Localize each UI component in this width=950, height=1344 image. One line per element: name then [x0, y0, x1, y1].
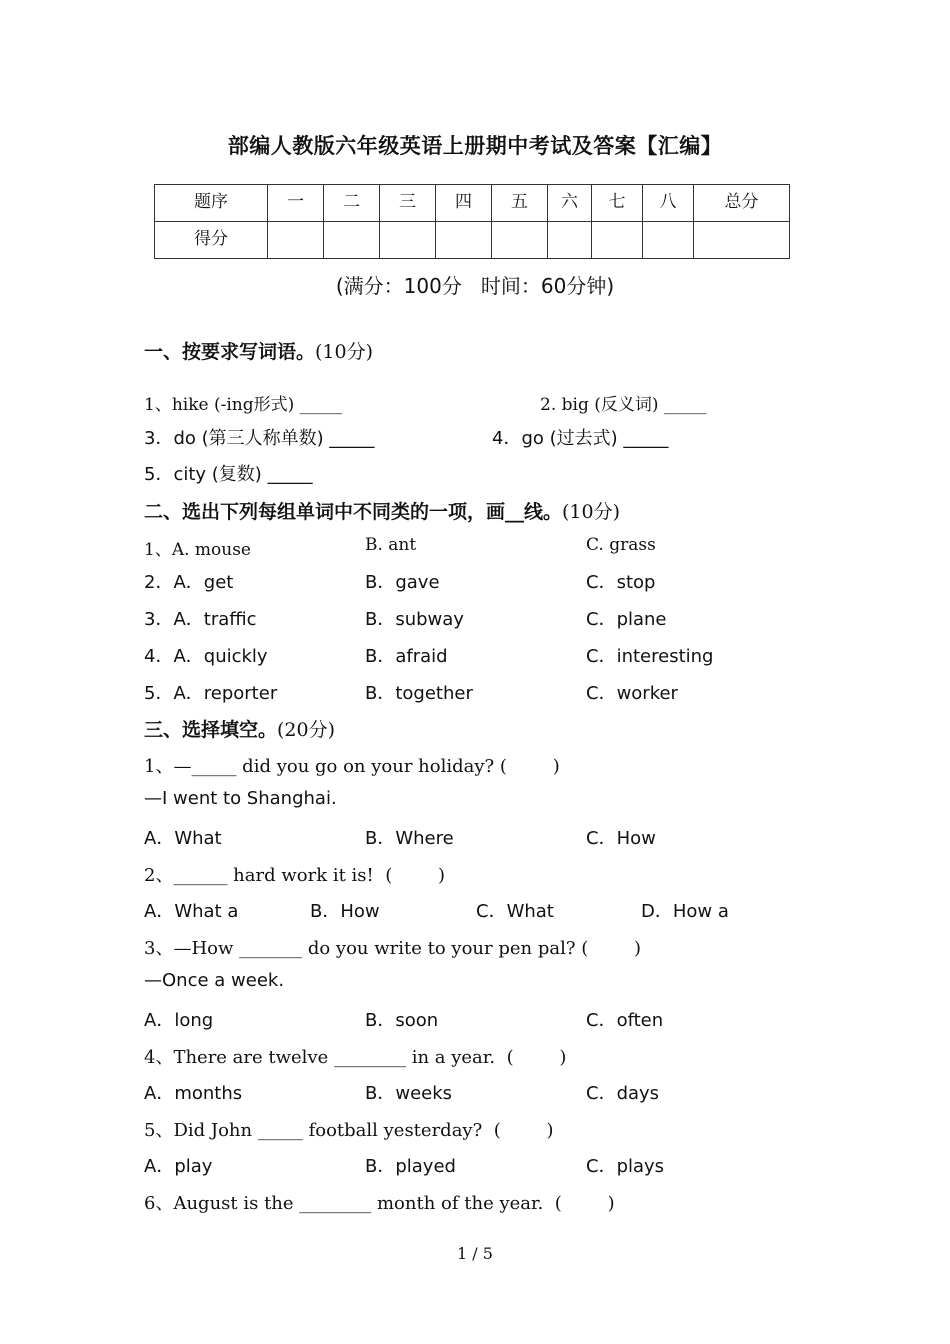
answer-line: —I went to Shanghai.	[144, 788, 337, 809]
option-c[interactable]: C．plays	[586, 1156, 665, 1177]
option-a[interactable]: 1、A. mouse	[144, 540, 251, 560]
answer-blank[interactable]: _____	[267, 464, 313, 485]
section-3-heading	[144, 715, 335, 742]
question-text: 1、—_____ did you go on your holiday? ( )	[144, 756, 560, 777]
option-c[interactable]: C．often	[586, 1010, 664, 1031]
option-d[interactable]: D．How a	[641, 901, 729, 922]
section-points: (10分)	[315, 341, 374, 363]
score-table	[154, 184, 790, 259]
question-text: 2、______ hard work it is! ( )	[144, 865, 446, 886]
score-table-cell: 二	[324, 185, 380, 222]
section-heading-text: 一、按要求写词语。	[144, 341, 316, 363]
question-text: 2. big (反义词)	[540, 395, 659, 415]
score-table-header-row	[155, 185, 790, 222]
option-c[interactable]: C．How	[586, 828, 656, 849]
option-b[interactable]: B．afraid	[365, 646, 448, 667]
option-a[interactable]: 3．A．traffic	[144, 609, 257, 630]
question-text: 1、hike (-ing形式)	[144, 395, 295, 415]
score-input-cell[interactable]	[592, 222, 643, 259]
option-b[interactable]: B．soon	[365, 1010, 439, 1031]
question-text: 3．do (第三人称单数)	[144, 428, 324, 449]
score-table-cell: 四	[436, 185, 492, 222]
option-b[interactable]: B．Where	[365, 828, 454, 849]
question-item	[144, 424, 374, 450]
score-table-cell: 八	[643, 185, 694, 222]
score-input-cell[interactable]	[268, 222, 324, 259]
exam-info: (满分：100分 时间：60分钟)	[335, 274, 615, 298]
option-a[interactable]: A．long	[144, 1010, 214, 1031]
score-table-cell: 六	[548, 185, 592, 222]
answer-line: —Once a week.	[144, 970, 285, 991]
section-heading-text: 三、选择填空。	[144, 719, 278, 741]
score-table-cell: 一	[268, 185, 324, 222]
option-b[interactable]: B．weeks	[365, 1083, 453, 1104]
option-a[interactable]: A．play	[144, 1156, 213, 1177]
question-text: 6、August is the ________ month of the year. ( )	[144, 1193, 615, 1214]
option-a[interactable]: 2．A．get	[144, 572, 234, 593]
question-item	[144, 390, 342, 415]
section-points: (20分)	[277, 719, 336, 741]
question-item	[540, 390, 706, 415]
page-title: 部编人教版六年级英语上册期中考试及答案【汇编】	[227, 133, 723, 158]
score-table-cell: 七	[592, 185, 643, 222]
answer-blank[interactable]: _____	[299, 395, 343, 415]
option-c[interactable]: C．plane	[586, 609, 667, 630]
option-a[interactable]: 5．A．reporter	[144, 683, 278, 704]
score-table-cell: 三	[380, 185, 436, 222]
question-text: 5、Did John _____ football yesterday? ( )	[144, 1120, 554, 1141]
score-input-cell[interactable]	[324, 222, 380, 259]
score-table-cell: 得分	[155, 222, 268, 259]
option-c[interactable]: C．stop	[586, 572, 656, 593]
option-a[interactable]: A．What	[144, 828, 222, 849]
section-2-heading	[144, 497, 620, 524]
option-a[interactable]: 4．A．quickly	[144, 646, 268, 667]
question-item	[492, 424, 668, 450]
option-b[interactable]: B. ant	[365, 535, 417, 555]
option-c[interactable]: C．worker	[586, 683, 678, 704]
score-table-cell: 总分	[694, 185, 790, 222]
option-a[interactable]: A．months	[144, 1083, 243, 1104]
section-1-heading	[144, 337, 373, 364]
question-text: 5．city (复数)	[144, 464, 262, 485]
option-b[interactable]: B．together	[365, 683, 473, 704]
option-c[interactable]: C. grass	[586, 535, 656, 555]
page-number: 1 / 5	[457, 1244, 493, 1263]
option-c[interactable]: C．interesting	[586, 646, 714, 667]
answer-blank[interactable]: _____	[329, 428, 375, 449]
score-input-cell[interactable]	[643, 222, 694, 259]
score-input-cell[interactable]	[694, 222, 790, 259]
score-input-cell[interactable]	[548, 222, 592, 259]
option-b[interactable]: B．gave	[365, 572, 440, 593]
option-b[interactable]: B．How	[310, 901, 380, 922]
option-a[interactable]: A．What a	[144, 901, 239, 922]
score-input-cell[interactable]	[380, 222, 436, 259]
section-points: (10分)	[562, 501, 621, 523]
section-heading-text: 二、选出下列每组单词中不同类的一项，画__线。	[144, 501, 563, 523]
score-input-cell[interactable]	[436, 222, 492, 259]
question-text: 3、—How _______ do you write to your pen pal? ( )	[144, 938, 642, 959]
answer-blank[interactable]: _____	[623, 428, 669, 449]
question-text: 4、There are twelve ________ in a year. ( )	[144, 1047, 567, 1068]
score-table-score-row	[155, 222, 790, 259]
score-table-cell: 题序	[155, 185, 268, 222]
question-text: 4．go (过去式)	[492, 428, 618, 449]
score-table-cell: 五	[492, 185, 548, 222]
question-item	[144, 460, 313, 486]
score-input-cell[interactable]	[492, 222, 548, 259]
option-b[interactable]: B．subway	[365, 609, 464, 630]
option-c[interactable]: C．days	[586, 1083, 660, 1104]
option-b[interactable]: B．played	[365, 1156, 456, 1177]
option-c[interactable]: C．What	[476, 901, 554, 922]
answer-blank[interactable]: _____	[663, 395, 707, 415]
